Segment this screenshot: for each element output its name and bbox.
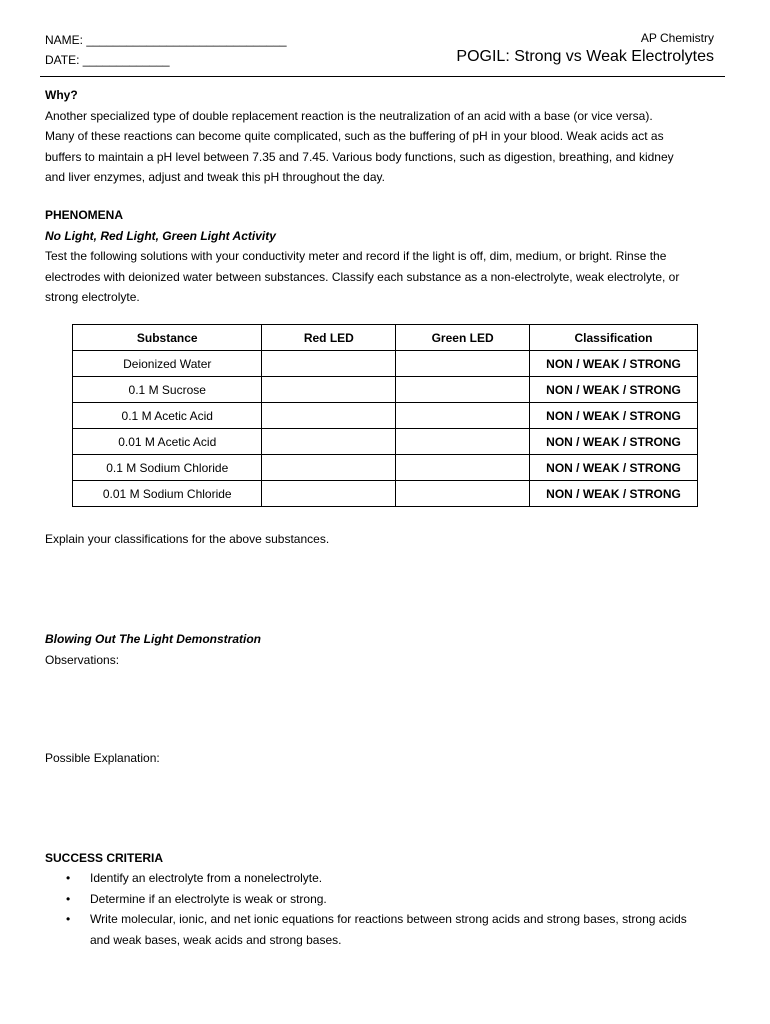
activity-title: No Light, Red Light, Green Light Activity: [45, 228, 276, 243]
header-classification: Classification: [530, 325, 698, 351]
classification-cell[interactable]: NON / WEAK / STRONG: [530, 481, 698, 507]
success-criteria-list: [45, 868, 725, 950]
green-led-cell[interactable]: [396, 429, 530, 455]
substance-cell: Deionized Water: [73, 351, 262, 377]
green-led-cell[interactable]: [396, 455, 530, 481]
green-led-cell[interactable]: [396, 351, 530, 377]
date-field[interactable]: DATE: _____________: [45, 53, 170, 67]
list-item: [45, 909, 725, 950]
header-substance: Substance: [73, 325, 262, 351]
classification-cell[interactable]: NON / WEAK / STRONG: [530, 377, 698, 403]
why-line: buffers to maintain a pH level between 7.35 and 7.45. Various body functions, such as digestion, breathing, and kidney: [45, 149, 674, 164]
why-line: Another specialized type of double replacement reaction is the neutralization of an acid with a base (or vice versa).: [45, 108, 653, 123]
phenomena-heading: PHENOMENA: [45, 208, 124, 222]
header-fields: [45, 30, 287, 70]
substance-cell: 0.01 M Sodium Chloride: [73, 481, 262, 507]
observations-label: Observations:: [45, 652, 120, 667]
red-led-cell[interactable]: [262, 351, 396, 377]
success-heading: SUCCESS CRITERIA: [45, 851, 164, 865]
classification-cell[interactable]: NON / WEAK / STRONG: [530, 403, 698, 429]
header-divider: [40, 76, 725, 77]
red-led-cell[interactable]: [262, 429, 396, 455]
header-green-led: Green LED: [396, 325, 530, 351]
table-row: [73, 429, 698, 455]
table-row: [73, 481, 698, 507]
list-item: [45, 889, 725, 910]
bullet-icon: •: [66, 891, 71, 906]
page-title: POGIL: Strong vs Weak Electrolytes: [456, 48, 714, 65]
list-item: [45, 868, 725, 889]
why-heading: Why?: [45, 88, 78, 102]
course-name: AP Chemistry: [640, 31, 714, 45]
table-row: [73, 377, 698, 403]
red-led-cell[interactable]: [262, 455, 396, 481]
why-section: [45, 85, 725, 188]
substance-cell: 0.1 M Acetic Acid: [73, 403, 262, 429]
substance-cell: 0.1 M Sodium Chloride: [73, 455, 262, 481]
explain-prompt: Explain your classifications for the above substances.: [45, 532, 330, 546]
green-led-cell[interactable]: [396, 377, 530, 403]
why-line: and liver enzymes, adjust and tweak this pH throughout the day.: [45, 170, 385, 184]
table-row: [73, 403, 698, 429]
table-row: [73, 351, 698, 377]
explanation-label: Possible Explanation:: [45, 751, 160, 765]
demo-section: [45, 629, 725, 670]
bullet-icon: •: [66, 871, 71, 885]
green-led-cell[interactable]: [396, 403, 530, 429]
header-red-led: Red LED: [262, 325, 396, 351]
red-led-cell[interactable]: [262, 377, 396, 403]
bullet-icon: •: [66, 912, 71, 926]
name-field[interactable]: NAME: ______________________________: [45, 33, 287, 47]
green-led-cell[interactable]: [396, 481, 530, 507]
phenomena-line: strong electrolyte.: [45, 290, 140, 304]
conductivity-table: [72, 324, 698, 507]
why-line: Many of these reactions can become quite complicated, such as the buffering of pH in your blood. Weak acids act as: [45, 129, 664, 143]
classification-cell[interactable]: NON / WEAK / STRONG: [530, 455, 698, 481]
criterion-text: Determine if an electrolyte is weak or strong.: [90, 891, 327, 906]
classification-cell[interactable]: NON / WEAK / STRONG: [530, 351, 698, 377]
substance-cell: 0.01 M Acetic Acid: [73, 429, 262, 455]
criterion-text-continued: and weak bases, weak acids and strong bases.: [90, 932, 342, 947]
criterion-text: Identify an electrolyte from a nonelectrolyte.: [90, 871, 323, 885]
criterion-text: Write molecular, ionic, and net ionic equations for reactions between strong acids and strong bases, strong acids: [90, 912, 687, 926]
phenomena-section: [45, 205, 725, 308]
substance-cell: 0.1 M Sucrose: [73, 377, 262, 403]
table-row: [73, 455, 698, 481]
demo-heading: Blowing Out The Light Demonstration: [45, 632, 261, 646]
red-led-cell[interactable]: [262, 403, 396, 429]
header-titles: [456, 30, 714, 68]
phenomena-line: electrodes with deionized water between substances. Classify each substance as a non-electrolyte, weak electrolyte, or: [45, 269, 680, 284]
table-header-row: [73, 325, 698, 351]
phenomena-line: Test the following solutions with your conductivity meter and record if the light is off, dim, medium, or bright. Rinse the: [45, 249, 667, 263]
red-led-cell[interactable]: [262, 481, 396, 507]
classification-cell[interactable]: NON / WEAK / STRONG: [530, 429, 698, 455]
